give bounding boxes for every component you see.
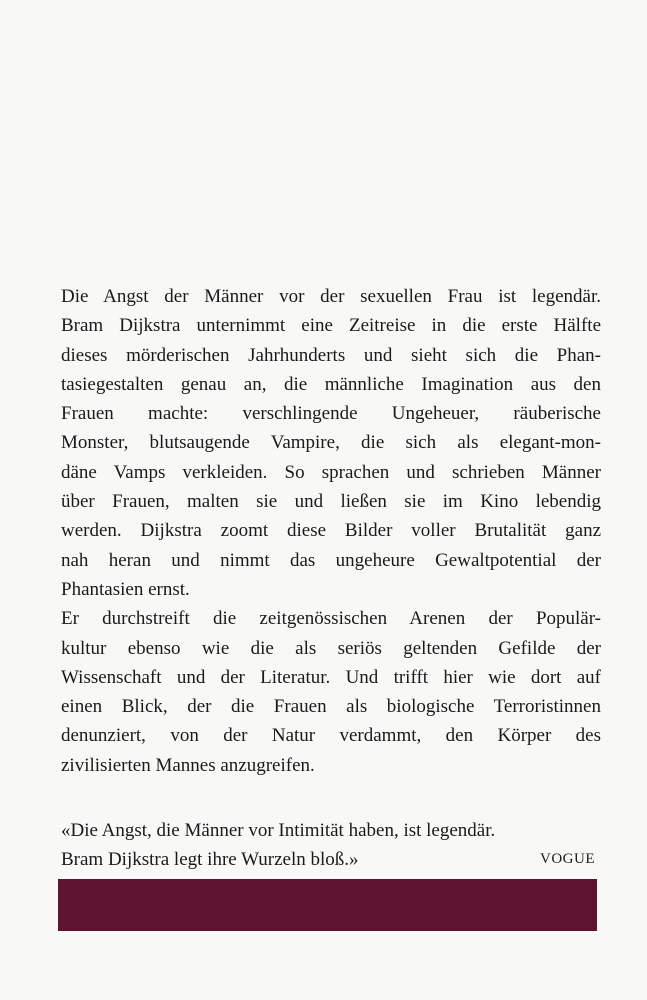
blurb-line: Bram Dijkstra unternimmt eine Zeitreise in die erste Hälfte — [61, 315, 601, 337]
blurb-line: werden. Dijkstra zoomt diese Bilder voller Brutalität ganz — [61, 520, 601, 542]
blurb-line: Frauen machte: verschlingende Ungeheuer, räuberische — [61, 403, 601, 425]
blurb-line: däne Vamps verkleiden. So sprachen und schrieben Männer — [61, 461, 601, 483]
blurb-line: Er durchstreift die zeitgenössischen Arenen der Populär- — [61, 608, 601, 630]
blurb-line: Phantasien ernst. — [61, 578, 190, 600]
quote-line-1: «Die Angst, die Männer vor Intimität haben, ist legendär. — [61, 820, 496, 841]
color-band — [58, 879, 597, 931]
blurb-text — [61, 282, 601, 780]
quote-line-2: Bram Dijkstra legt ihre Wurzeln bloß.» — [61, 849, 359, 871]
blurb-line: kultur ebenso wie die als seriös geltenden Gefilde der — [61, 637, 601, 659]
blurb-line: Wissenschaft und der Literatur. Und trifft hier wie dort auf — [61, 666, 601, 688]
blurb-line: zivilisierten Mannes anzugreifen. — [61, 754, 315, 776]
blurb-paragraph-1 — [61, 282, 601, 604]
quote-line-2-row — [61, 845, 601, 874]
blurb-line: nah heran und nimmt das ungeheure Gewaltpotential der — [61, 549, 601, 571]
blurb-line: tasiegestalten genau an, die männliche Imagination aus den — [61, 373, 601, 395]
quote-source: VOGUE — [540, 851, 595, 868]
press-quote — [61, 816, 601, 875]
blurb-paragraph-2 — [61, 604, 601, 780]
blurb-line: einen Blick, der die Frauen als biologische Terroristinnen — [61, 696, 601, 718]
blurb-line: über Frauen, malten sie und ließen sie im Kino lebendig — [61, 491, 601, 513]
blurb-line: Die Angst der Männer vor der sexuellen Frau ist legendär. — [61, 286, 601, 307]
blurb-line: denunziert, von der Natur verdammt, den Körper des — [61, 725, 601, 747]
blurb-line: dieses mörderischen Jahrhunderts und sieht sich die Phan- — [61, 344, 601, 366]
blurb-line: Monster, blutsaugende Vampire, die sich als elegant-mon- — [61, 432, 601, 454]
